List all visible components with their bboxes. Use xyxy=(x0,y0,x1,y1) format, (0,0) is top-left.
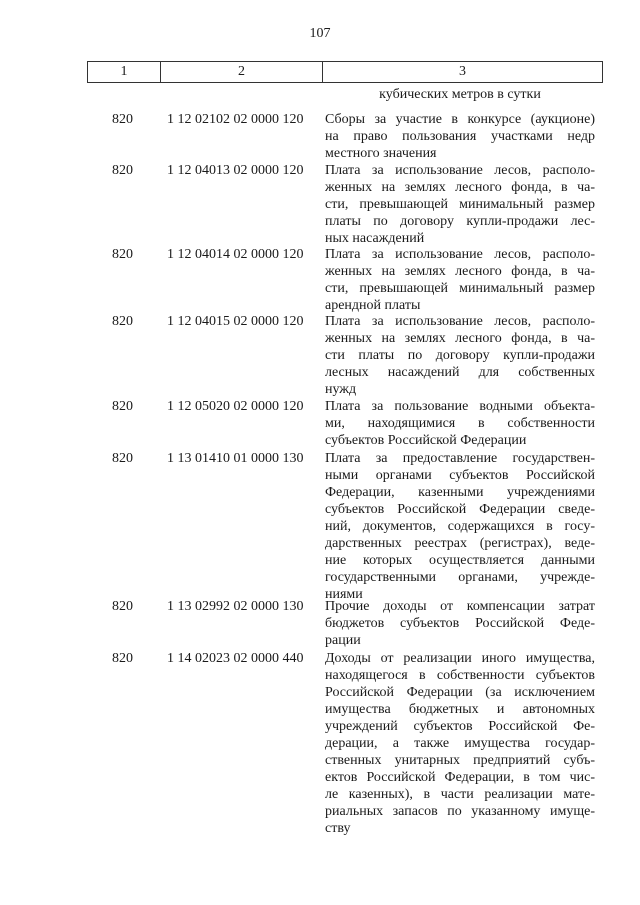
budget-code: 1 13 01410 01 0000 130 xyxy=(167,451,304,466)
description xyxy=(325,450,595,603)
description-line: бюджетов субъектов Российской Феде- xyxy=(325,616,595,631)
description-line: Плата за предоставление государствен- xyxy=(325,451,595,466)
description-line: Плата за использование лесов, располо- xyxy=(325,314,595,329)
description xyxy=(325,111,595,162)
description-line: дерации, а также имущества государ- xyxy=(325,736,595,751)
description-line: ными органами субъектов Российской xyxy=(325,468,595,483)
description xyxy=(325,398,595,449)
description xyxy=(325,246,595,314)
admin-code: 820 xyxy=(112,451,133,466)
column-header-1: 1 xyxy=(88,62,161,83)
description-line: субъектов Российской Федерации сведе- xyxy=(325,502,595,517)
description-line: учреждений субъектов Российской Фе- xyxy=(325,719,595,734)
description-line: лесных насаждений для собственных xyxy=(325,365,595,380)
description-line: сти, превышающей минимальный размер xyxy=(325,281,595,296)
budget-code: 1 12 04015 02 0000 120 xyxy=(167,314,304,329)
description-line: ниями xyxy=(325,587,363,602)
description-line: Плата за использование лесов, располо- xyxy=(325,247,595,262)
description-line: нужд xyxy=(325,382,357,397)
description-line: женных на землях лесного фонда, в ча- xyxy=(325,331,595,346)
description-line: арендной платы xyxy=(325,298,421,313)
admin-code: 820 xyxy=(112,399,133,414)
description-line: ных насаждений xyxy=(325,231,425,246)
continuation-text: кубических метров в сутки xyxy=(379,87,541,102)
budget-code: 1 14 02023 02 0000 440 xyxy=(167,651,304,666)
description-line: Сборы за участие в конкурсе (аукционе) xyxy=(325,112,595,127)
description-line: Доходы от реализации иного имущества, xyxy=(325,651,595,666)
budget-code: 1 12 02102 02 0000 120 xyxy=(167,112,304,127)
admin-code: 820 xyxy=(112,599,133,614)
description xyxy=(325,313,595,398)
description-line: субъектов Российской Федерации xyxy=(325,433,527,448)
description-line: местного значения xyxy=(325,146,437,161)
description-line: Прочие доходы от компенсации затрат xyxy=(325,599,595,614)
description-line: имущества бюджетных и автономных xyxy=(325,702,595,717)
page-number: 107 xyxy=(309,26,331,41)
description-line: сти платы по договору купли-продажи xyxy=(325,348,595,363)
budget-code: 1 12 04013 02 0000 120 xyxy=(167,163,304,178)
budget-code: 1 13 02992 02 0000 130 xyxy=(167,599,304,614)
description xyxy=(325,162,595,247)
description xyxy=(325,650,595,837)
description-line: ектов Российской Федерации, в том чис- xyxy=(325,770,595,785)
description-line: Российской Федерации (за исключением xyxy=(325,685,595,700)
description-line: рации xyxy=(325,633,361,648)
description-line: ние которых осуществляется данными xyxy=(325,553,595,568)
description-line: ле казенных), в части реализации мате- xyxy=(325,787,595,802)
description-line: женных на землях лесного фонда, в ча- xyxy=(325,264,595,279)
description-line: ний, документов, содержащихся в госу- xyxy=(325,519,595,534)
description-line: ми, находящимися в собственности xyxy=(325,416,595,431)
description-line: Плата за использование лесов, располо- xyxy=(325,163,595,178)
description-line: государственными органами, учрежде- xyxy=(325,570,595,585)
admin-code: 820 xyxy=(112,314,133,329)
description-line: дарственных реестрах (регистрах), веде- xyxy=(325,536,595,551)
description-line: Федерации, казенными учреждениями xyxy=(325,485,595,500)
description-line: риальных запасов по указанному имуще- xyxy=(325,804,595,819)
description xyxy=(325,598,595,649)
column-header-2: 2 xyxy=(161,62,323,83)
budget-code: 1 12 05020 02 0000 120 xyxy=(167,399,304,414)
description-line: женных на землях лесного фонда, в ча- xyxy=(325,180,595,195)
description-line: ственных унитарных предприятий субъ- xyxy=(325,753,595,768)
description-line: на право пользования участками недр xyxy=(325,129,595,144)
admin-code: 820 xyxy=(112,163,133,178)
description-line: сти, превышающей минимальный размер xyxy=(325,197,595,212)
admin-code: 820 xyxy=(112,651,133,666)
column-header-3: 3 xyxy=(323,62,603,83)
description-line: ству xyxy=(325,821,351,836)
admin-code: 820 xyxy=(112,247,133,262)
budget-code: 1 12 04014 02 0000 120 xyxy=(167,247,304,262)
admin-code: 820 xyxy=(112,112,133,127)
description-line: находящегося в собственности субъектов xyxy=(325,668,595,683)
description-line: платы по договору купли-продажи лес- xyxy=(325,214,595,229)
description-line: Плата за пользование водными объекта- xyxy=(325,399,595,414)
